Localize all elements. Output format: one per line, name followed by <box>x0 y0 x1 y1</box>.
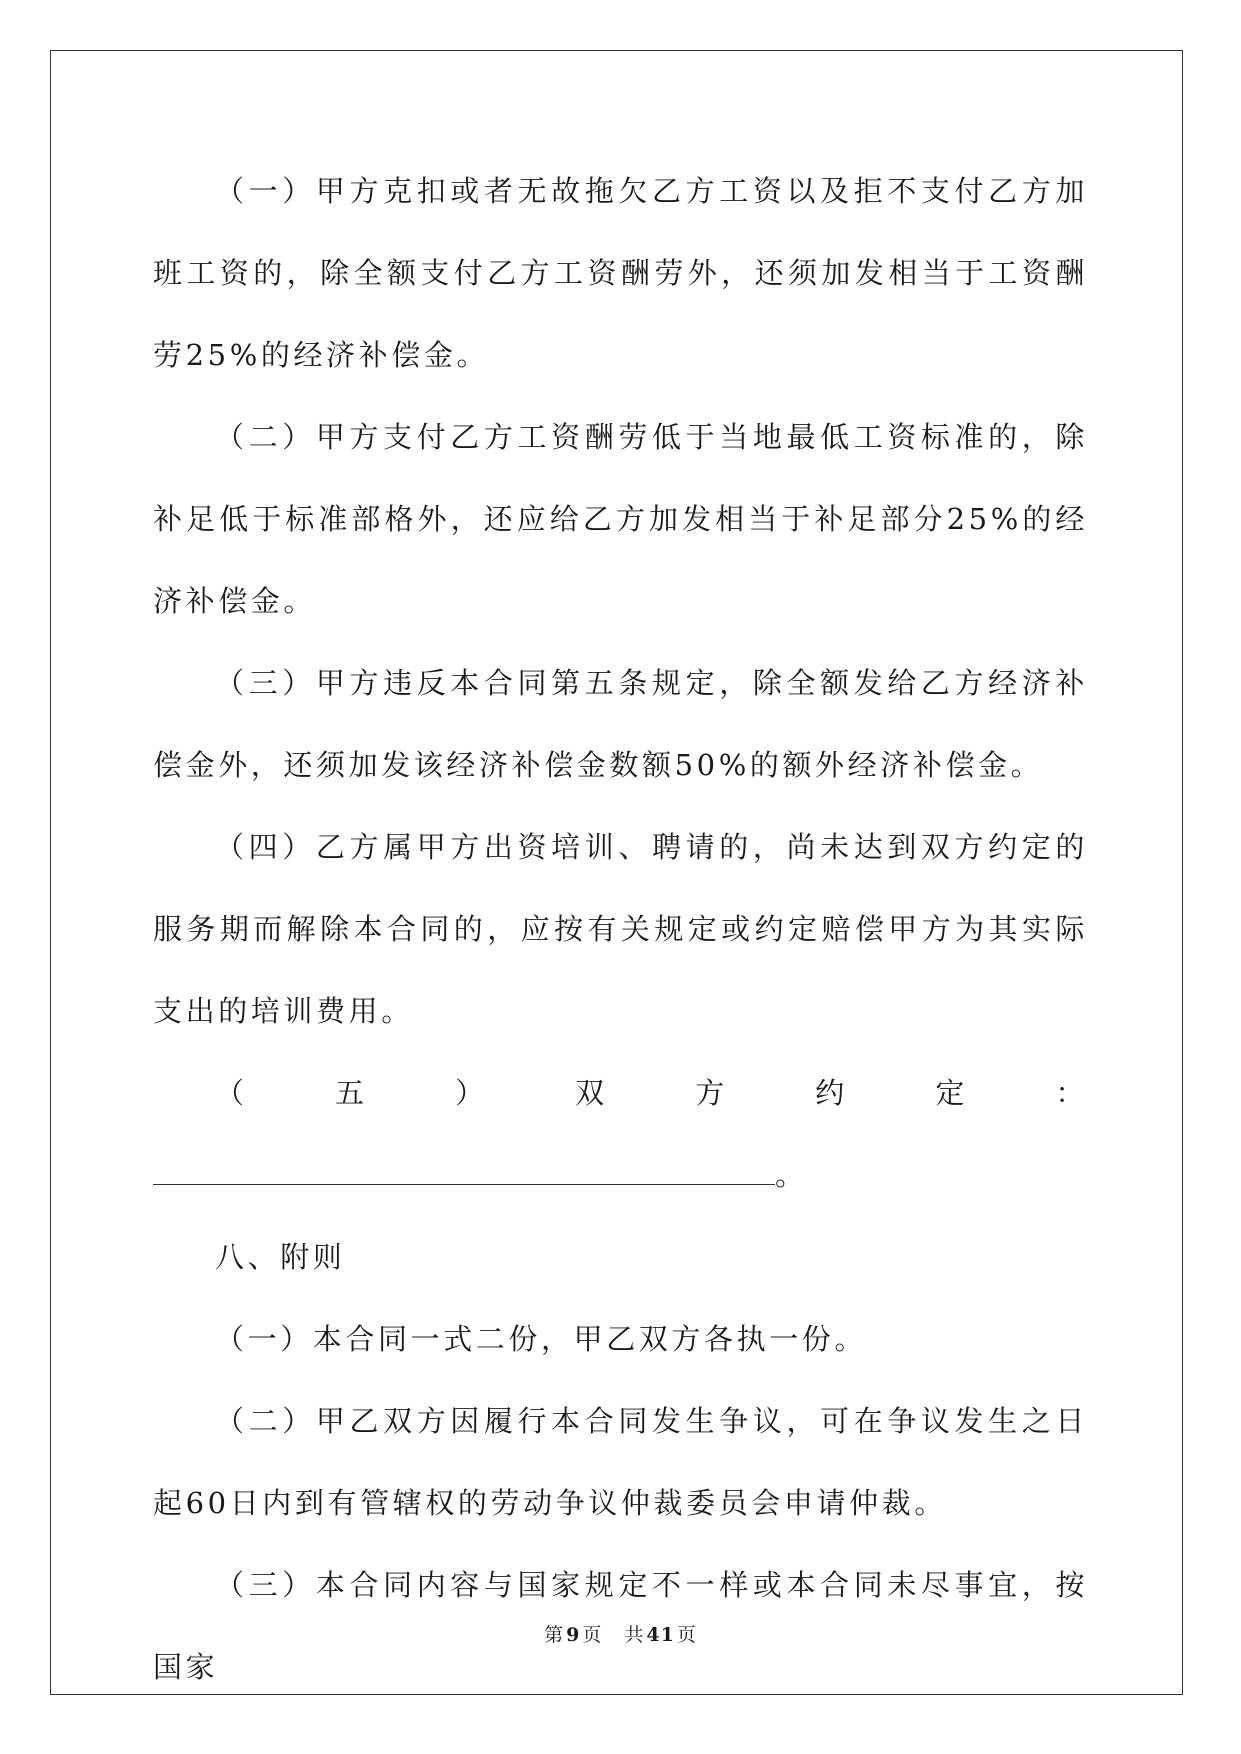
page-number: 9 <box>566 1624 581 1646</box>
clause-5 <box>153 1052 1088 1216</box>
fill-in-blank <box>153 1158 775 1185</box>
clause-1: （一）甲方克扣或者无故拖欠乙方工资以及拒不支付乙方加班工资的，除全额支付乙方工资酬劳外，还须加发相当于工资酬劳25%的经济补偿金。 <box>153 174 1088 372</box>
footer-total-unit: 页 <box>676 1624 697 1646</box>
clause-5-suffix: 。 <box>775 1158 808 1192</box>
footer-prefix: 第 <box>544 1624 565 1646</box>
section-heading: 八、附则 <box>215 1240 346 1274</box>
clause-4: （四）乙方属甲方出资培训、聘请的，尚未达到双方约定的服务期而解除本合同的，应按有关规定或约定赔偿甲方为其实际支出的培训费用。 <box>153 830 1088 1028</box>
footer-page-unit: 页 <box>582 1624 603 1646</box>
clause-2: （二）甲方支付乙方工资酬劳低于当地最低工资标准的，除补足低于标准部格外，还应给乙方加发相当于补足部分25%的经济补偿金。 <box>153 420 1088 618</box>
appendix-clause-3: （三）本合同内容与国家规定不一样或本合同未尽事宜，按国家 <box>153 1568 1088 1684</box>
footer-total-prefix: 共 <box>624 1624 645 1646</box>
total-pages: 41 <box>646 1624 675 1646</box>
appendix-clause-1: （一）本合同一式二份，甲乙双方各执一份。 <box>215 1322 868 1356</box>
document-body <box>153 150 1088 1708</box>
clause-3: （三）甲方违反本合同第五条规定，除全额发给乙方经济补偿金外，还须加发该经济补偿金数额50%的额外经济补偿金。 <box>153 666 1088 782</box>
clause-5-label: （五）双方约定： <box>215 1076 1088 1110</box>
page-footer <box>0 1620 1241 1647</box>
appendix-clause-2: （二）甲乙双方因履行本合同发生争议，可在争议发生之日起60日内到有管辖权的劳动争议仲裁委员会申请仲裁。 <box>153 1404 1088 1520</box>
